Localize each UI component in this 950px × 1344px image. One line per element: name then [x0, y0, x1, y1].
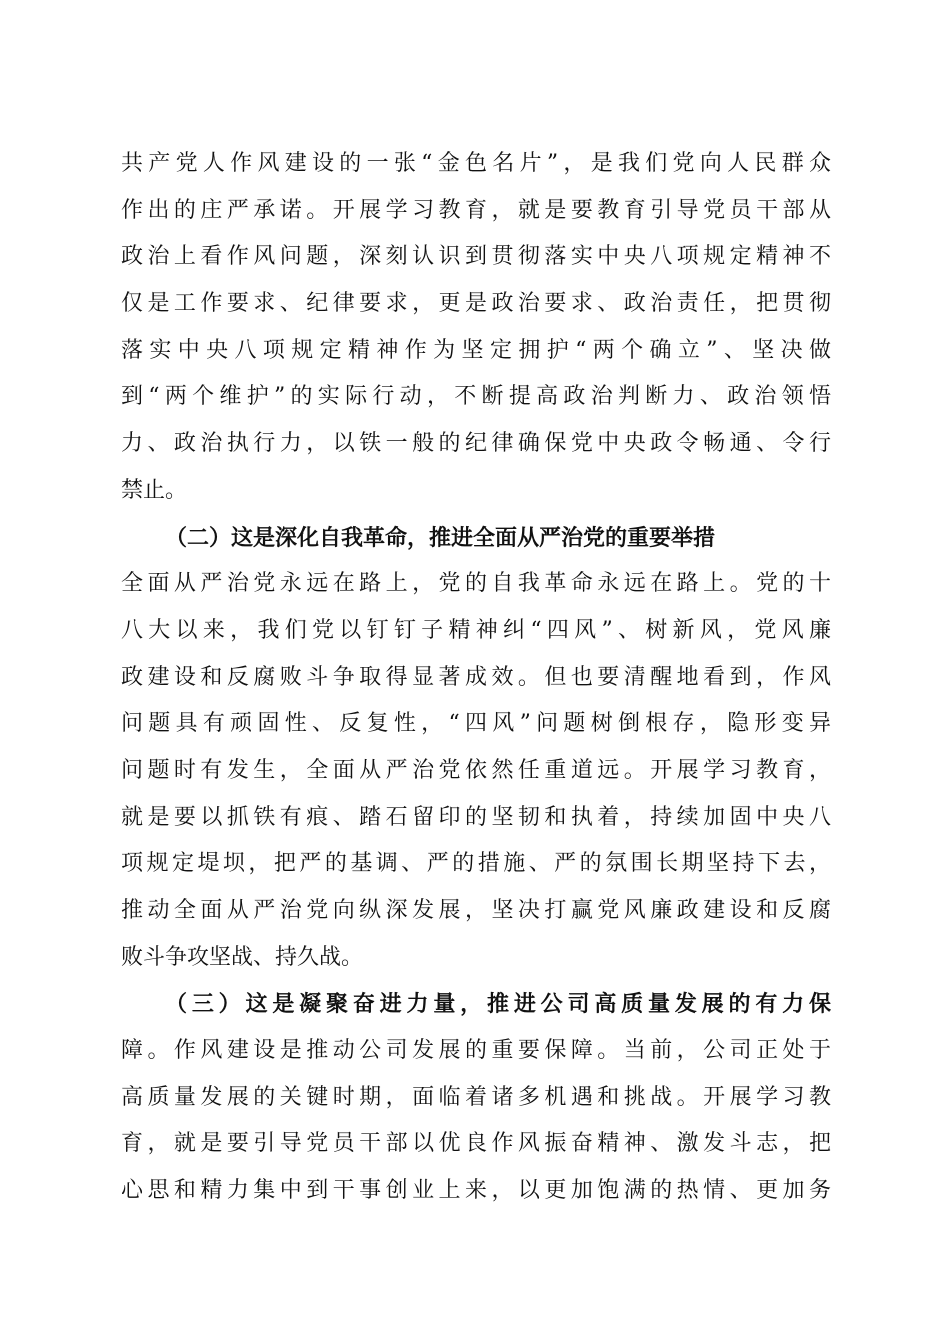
text-line: 仅是工作要求、纪律要求，更是政治要求、政治责任，把贯彻 — [121, 291, 831, 317]
text-line: 禁止。 — [121, 477, 188, 503]
text-line: 到“两个维护”的实际行动，不断提高政治判断力、政治领悟 — [121, 384, 831, 410]
text-line: 问题时有发生，全面从严治党依然任重道远。开展学习教育， — [121, 757, 831, 783]
text-line: 心思和精力集中到干事创业上来，以更加饱满的热情、更加务 — [121, 1178, 831, 1204]
paragraph-1 — [121, 141, 831, 515]
text-line: 障。作风建设是推动公司发展的重要保障。当前，公司正处于 — [121, 1038, 831, 1064]
text-line: 推动全面从严治党向纵深发展，坚决打赢党风廉政建设和反腐 — [121, 898, 831, 923]
paragraph-2 — [121, 561, 831, 981]
text-line: 共产党人作风建设的一张“金色名片”，是我们党向人民群众 — [121, 151, 831, 176]
text-line: 作出的庄严承诺。开展学习教育，就是要教育引导党员干部从 — [121, 197, 831, 223]
text-line: 政治上看作风问题，深刻认识到贯彻落实中央八项规定精神不 — [121, 244, 831, 270]
heading-text: （二）这是深化自我革命，推进全面从严治党的重要举措 — [165, 524, 716, 551]
text-line: 育，就是要引导党员干部以优良作风振奋精神、激发斗志，把 — [121, 1131, 831, 1157]
text-line: 政建设和反腐败斗争取得显著成效。但也要清醒地看到，作风 — [121, 664, 831, 690]
paragraph-3 — [121, 1028, 831, 1215]
text-line: 败斗争攻坚战、持久战。 — [121, 944, 364, 970]
section-heading-2 — [121, 515, 831, 562]
document-body — [121, 141, 831, 1215]
text-line: 项规定堤坝，把严的基调、严的措施、严的氛围长期坚持下去， — [121, 851, 831, 877]
text-line: 八大以来，我们党以钉钉子精神纠“四风”、树新风，党风廉 — [121, 617, 831, 643]
text-line: 落实中央八项规定精神作为坚定拥护“两个确立”、坚决做 — [121, 337, 831, 363]
text-line: 力、政治执行力，以铁一般的纪律确保党中央政令畅通、令行 — [121, 431, 831, 457]
text-line: 全面从严治党永远在路上，党的自我革命永远在路上。党的十 — [121, 571, 831, 597]
section-heading-3 — [121, 981, 831, 1028]
text-line: 问题具有顽固性、反复性，“四风”问题树倒根存，隐形变异 — [121, 711, 831, 737]
text-line: 高质量发展的关键时期，面临着诸多机遇和挑战。开展学习教 — [121, 1084, 831, 1110]
text-line: 就是要以抓铁有痕、踏石留印的坚韧和执着，持续加固中央八 — [121, 804, 831, 830]
heading-text: （三）这是凝聚奋进力量，推进公司高质量发展的有力保 — [165, 991, 831, 1018]
